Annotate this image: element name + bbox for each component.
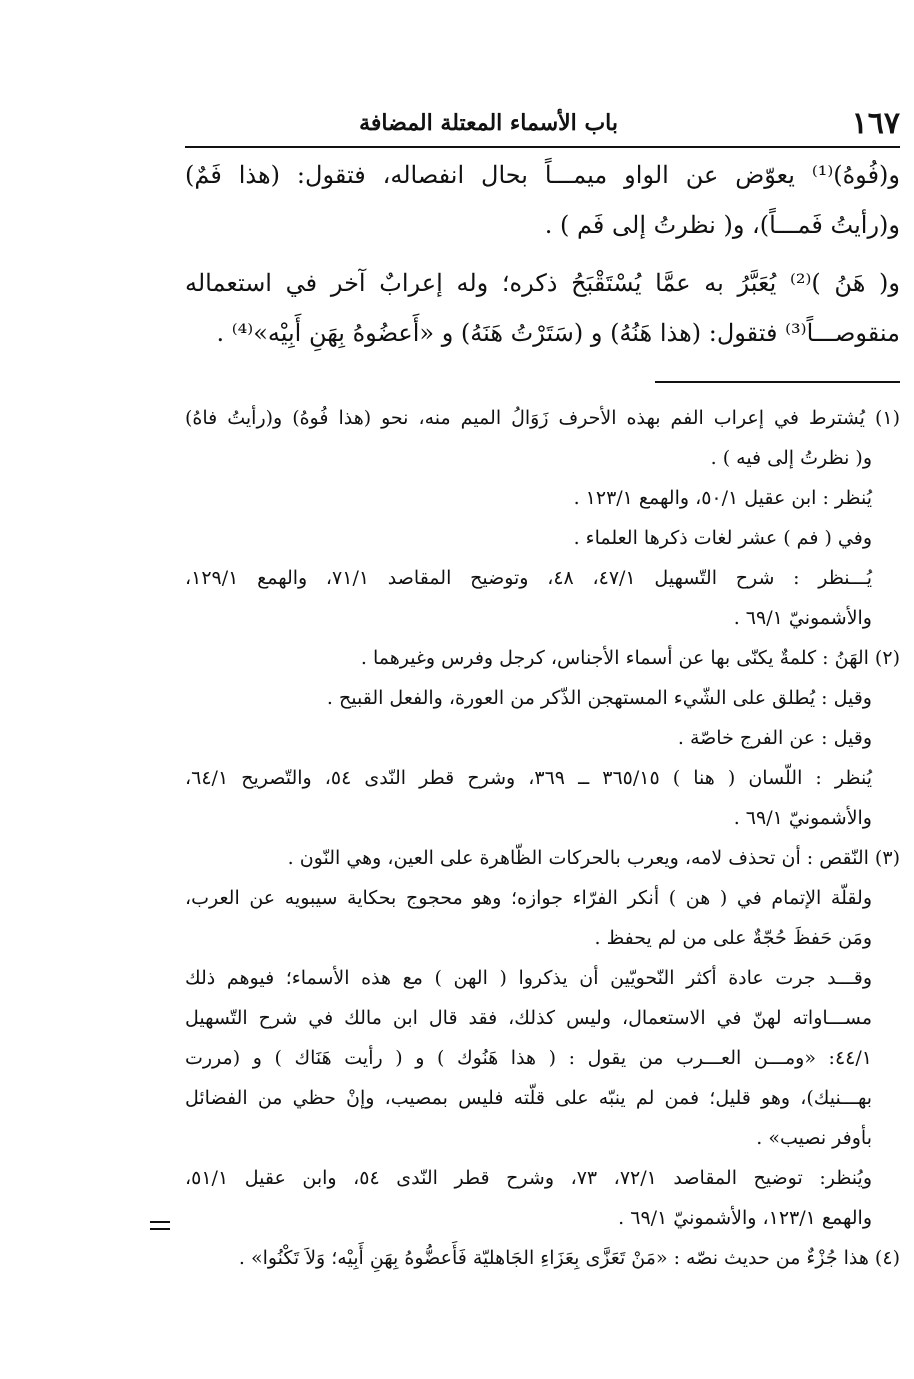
main-line: و( هَنُ )⁽²⁾ يُعَبَّرُ به عمَّا يُسْتَقْبَحُ ذكره؛ وله إعرابٌ آخر في استعماله — [185, 269, 900, 297]
header-rule — [185, 146, 900, 148]
footnote-line: ولقلّة الإتمام في ( هن ) أنكر الفرّاء جوازه؛ وهو محجوج بحكاية سيبويه عن العرب، — [185, 887, 872, 909]
footnote-line: يُنظر : ابن عقيل ٥٠/١، والهمع ١٢٣/١ . — [573, 487, 872, 509]
main-line: منقوصـــاً⁽³⁾ فتقول: (هذا هَنُهُ) و (سَتَرْتُ هَنَهُ) و «أَعضُوهُ بِهَنِ أَبِيْه»⁽⁴⁾ . — [216, 319, 900, 347]
footnote-line: (٢) الهَنُ : كلمةٌ يكنّى بها عن أسماء الأجناس، كرجل وفرس وغيرهما . — [360, 647, 900, 669]
footnote-line: ومَن حَفظَ حُجّةٌ على من لم يحفظ . — [594, 927, 872, 949]
footnote-line: وقـــد جرت عادة أكثر النّحويّين أن يذكروا ( الهن ) مع هذه الأسماء؛ فيوهم ذلك — [185, 967, 872, 989]
footnote-line: و( نظرتُ إلى فيه ) . — [710, 447, 872, 469]
page-number: ١٦٧ — [851, 106, 900, 141]
footnote-line: بأوفر نصيب» . — [756, 1127, 872, 1149]
footnote-line: وقيل : عن الفرج خاصّة . — [677, 727, 872, 749]
main-line: و(فُوهُ)⁽¹⁾ يعوّض عن الواو ميمـــاً بحال انفصاله، فتقول: (هذا فَمٌ) — [185, 161, 900, 189]
footnote-line: (٤) هذا جُزْءٌ من حديث نصّه : «مَنْ تَعَزَّى بِعَزَاءِ الجَاهليّة فَأَعضُّوهُ بِهَنِ أَبِيْه؛ وَلاَ تَكْنُوا» . — [238, 1247, 900, 1269]
footnote-line: وقيل : يُطلق على الشّيء المستهجن الذّكر من العورة، والفعل القبيح . — [326, 687, 872, 709]
chapter-title: باب الأسماء المعتلة المضافة — [359, 110, 618, 136]
footnote-line: (١) يُشترط في إعراب الفم بهذه الأحرف زَوَالُ الميم منه، نحو (هذا فُوهُ) و(رأيتُ فاهُ) — [185, 407, 900, 429]
footnote-separator — [655, 381, 900, 383]
main-text — [185, 150, 900, 358]
footnote-line: بهـــنيك)، وهو قليل؛ فمن لم ينبّه على قلّته فليس بمصيب، وإنْ حظي من الفضائل — [185, 1087, 872, 1109]
main-line: و(رأيتُ فَمـــاً)، و( نظرتُ إلى فَم ) . — [544, 211, 900, 239]
footnote-line: ٤٤/١: «ومـــن العـــرب من يقول : ( هذا هَنُوك ) و ( رأيت هَنَاك ) و (مررت — [185, 1047, 872, 1069]
footnote-line: وفي ( فم ) عشر لغات ذكرها العلماء . — [573, 527, 872, 549]
running-header — [185, 106, 900, 146]
footnote-line: يُنظر : اللّسان ( هنا ) ٣٦٥/١٥ ــ ٣٦٩، وشرح قطر النّدى ٥٤، والتّصريح ٦٤/١، — [185, 767, 872, 789]
footnotes — [185, 398, 900, 1278]
footnote-line: والأشمونيّ ٦٩/١ . — [733, 607, 872, 629]
footnote-line: والأشمونيّ ٦٩/١ . — [733, 807, 872, 829]
footnote-line: يُـــنظر : شرح التّسهيل ٤٧/١، ٤٨، وتوضيح المقاصد ٧١/١، والهمع ١٢٩/١، — [185, 567, 872, 589]
footnote-line: (٣) النّقص : أن تحذف لامه، ويعرب بالحركات الظّاهرة على العين، وهي النّون . — [287, 847, 900, 869]
footnote-line: والهمع ١٢٣/١، والأشمونيّ ٦٩/١ . — [618, 1207, 872, 1229]
continuation-mark — [150, 1221, 170, 1231]
footnote-line: ويُنظر: توضيح المقاصد ٧٢/١، ٧٣، وشرح قطر النّدى ٥٤، وابن عقيل ٥١/١، — [185, 1167, 872, 1189]
paragraph-gap — [185, 250, 900, 258]
footnote-line: مســـاواته لهنّ في الاستعمال، وليس كذلك، فقد قال ابن مالك في شرح التّسهيل — [185, 1007, 872, 1029]
